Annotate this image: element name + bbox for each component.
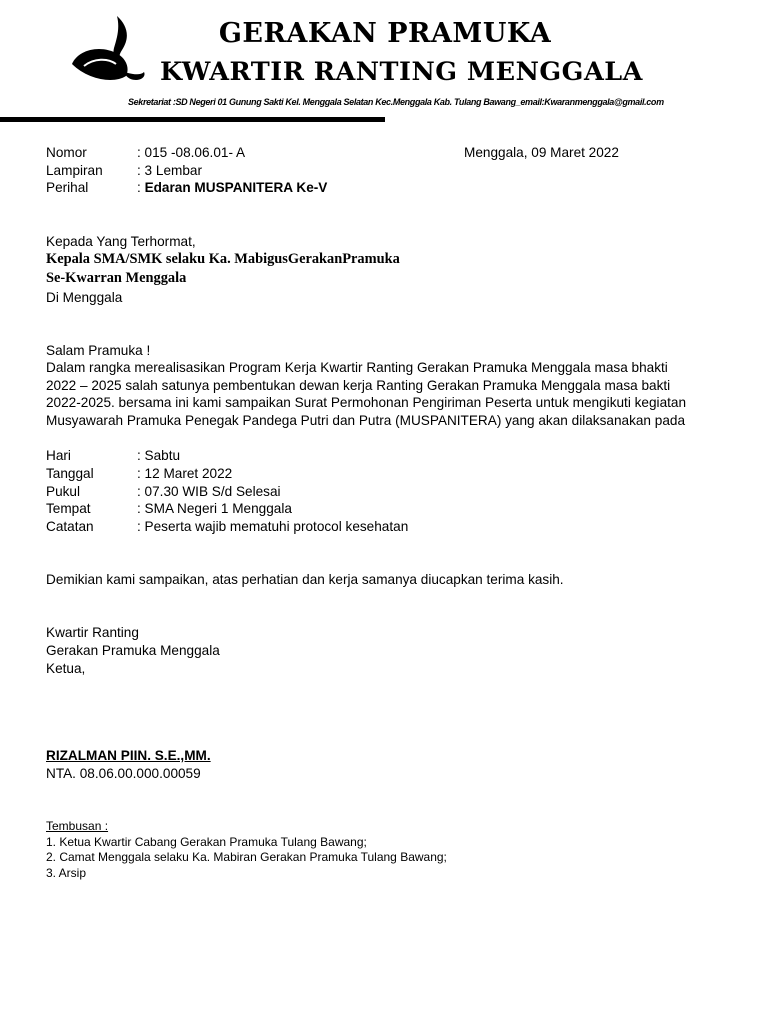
recipient-line2: Se-Kwarran Menggala xyxy=(46,270,187,286)
detail-label-catatan: Catatan xyxy=(46,519,94,534)
lampiran-value: : 3 Lembar xyxy=(137,163,202,178)
body-line: 2022-2025. bersama ini kami sampaikan Surat Permohonan Pengiriman Peserta untuk mengikuti kegiatan xyxy=(46,395,687,410)
body-line: Dalam rangka merealisasikan Program Kerja Kwartir Ranting Gerakan Pramuka Menggala masa bhakti xyxy=(46,360,668,375)
perihal-colon: : xyxy=(137,180,145,195)
nomor-value: : 015 -08.06.01- A xyxy=(137,145,246,160)
body-line: 2022 – 2025 salah satunya pembentukan dewan kerja Ranting Gerakan Pramuka Menggala masa bakti xyxy=(46,378,671,393)
recipient-greeting: Kepada Yang Terhormat, xyxy=(46,234,196,249)
signature-line3: Ketua, xyxy=(46,661,86,676)
detail-value-hari: : Sabtu xyxy=(137,448,181,463)
detail-label-hari: Hari xyxy=(46,448,71,463)
lampiran-label: Lampiran xyxy=(46,163,103,178)
recipient-line1: Kepala SMA/SMK selaku Ka. MabigusGerakanPramuka xyxy=(46,251,400,267)
cc-title: Tembusan : xyxy=(46,819,109,833)
salutation: Salam Pramuka ! xyxy=(46,343,151,358)
org-title-line1: GERAKAN PRAMUKA xyxy=(218,18,552,49)
nomor-label: Nomor xyxy=(46,145,87,160)
signature-line1: Kwartir Ranting xyxy=(46,625,139,640)
org-title-line2: KWARTIR RANTING MENGGALA xyxy=(160,57,643,87)
detail-value-pukul: : 07.30 WIB S/d Selesai xyxy=(137,484,281,499)
detail-value-tanggal: : 12 Maret 2022 xyxy=(137,466,233,481)
detail-label-tempat: Tempat xyxy=(46,501,91,516)
tunas-kelapa-logo-icon xyxy=(70,14,160,84)
cc-item: 3. Arsip xyxy=(46,866,87,880)
cc-item: 1. Ketua Kwartir Cabang Gerakan Pramuka Tulang Bawang; xyxy=(46,835,367,849)
recipient-line3: Di Menggala xyxy=(46,290,123,305)
place-date: Menggala, 09 Maret 2022 xyxy=(464,145,619,160)
perihal-value: Edaran MUSPANITERA Ke-V xyxy=(144,180,328,195)
closing-sentence: Demikian kami sampaikan, atas perhatian dan kerja samanya diucapkan terima kasih. xyxy=(46,572,564,587)
detail-label-pukul: Pukul xyxy=(46,484,81,499)
signatory-name: RIZALMAN PIIN. S.E.,MM. xyxy=(46,748,211,763)
letterhead-divider xyxy=(0,117,385,122)
secretariat-address: Sekretariat :SD Negeri 01 Gunung Sakti Kel. Menggala Selatan Kec.Menggala Kab. Tulang Bawang_email:Kwaranmenggala@gmail.com xyxy=(128,97,664,107)
detail-value-catatan: : Peserta wajib mematuhi protocol kesehatan xyxy=(137,519,409,534)
detail-value-tempat: : SMA Negeri 1 Menggala xyxy=(137,501,292,516)
signatory-nta: NTA. 08.06.00.000.00059 xyxy=(46,766,201,781)
body-line: Musyawarah Pramuka Penegak Pandega Putri dan Putra (MUSPANITERA) yang akan dilaksanakan pada xyxy=(46,413,685,428)
perihal-label: Perihal xyxy=(46,180,89,195)
detail-label-tanggal: Tanggal xyxy=(46,466,94,481)
perihal-value-row xyxy=(137,179,327,197)
signature-line2: Gerakan Pramuka Menggala xyxy=(46,643,220,658)
cc-item: 2. Camat Menggala selaku Ka. Mabiran Gerakan Pramuka Tulang Bawang; xyxy=(46,850,447,864)
